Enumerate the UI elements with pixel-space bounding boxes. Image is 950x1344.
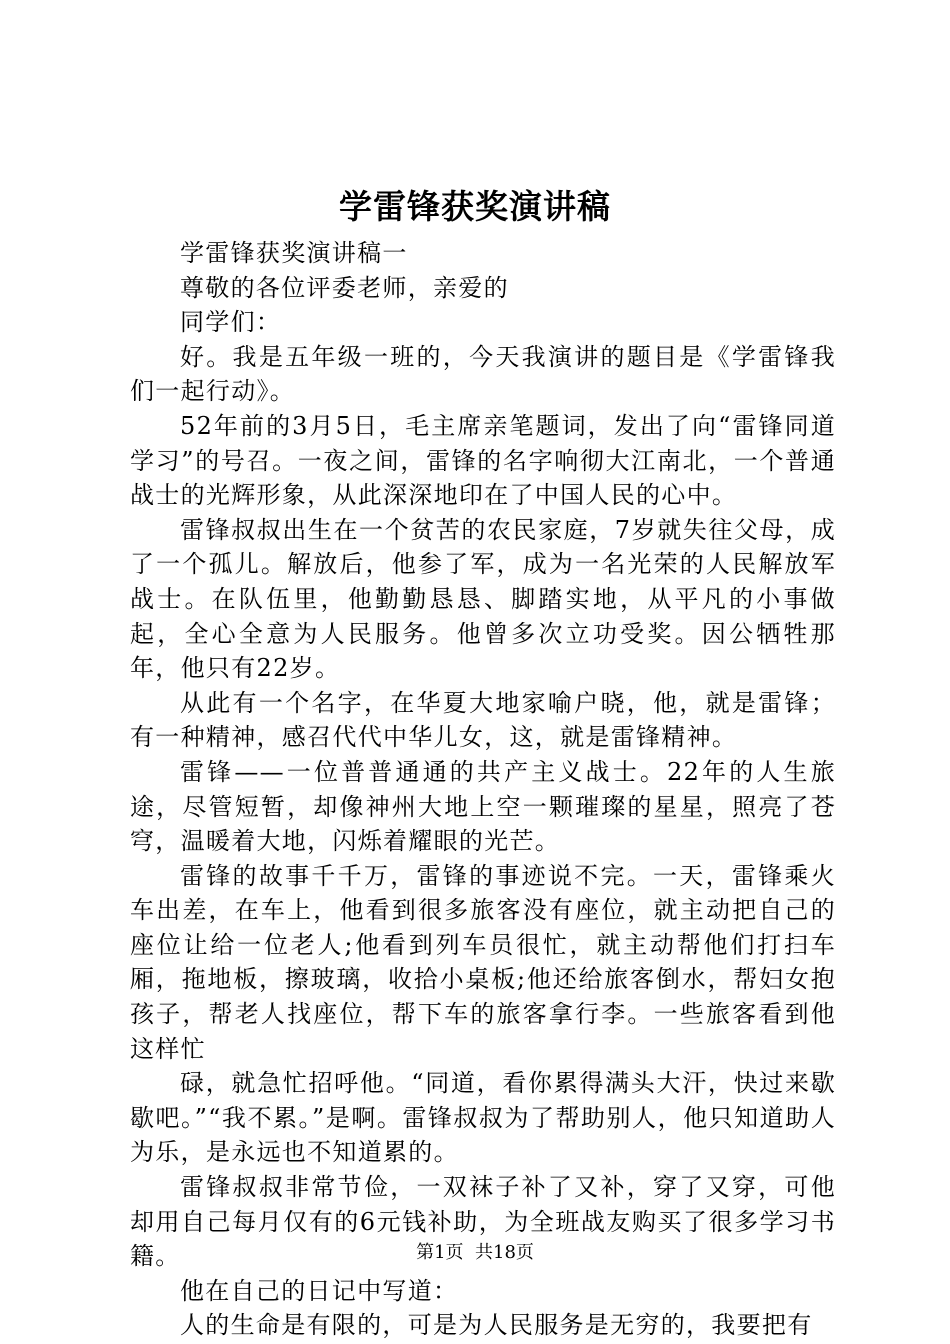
paragraph: 雷锋——一位普普通通的共产主义战士。22年的人生旅途，尽管短暂，却像神州大地上空一颗璀璨的星星，照亮了苍穹，温暖着大地，闪烁着耀眼的光芒。 [130,757,836,856]
paragraph: 雷锋的故事千千万，雷锋的事迹说不完。一天，雷锋乘火车出差，在车上，他看到很多旅客没有座位，就主动把自己的座位让给一位老人;他看到列车员很忙，就主动帮他们打扫车厢，拖地板，擦玻璃，收拾小桌板;他还给旅客倒水，帮妇女抱孩子，帮老人找座位，帮下车的旅客拿行李。一些旅客看到他这样忙 [130,861,836,1063]
paragraph: 人的生命是有限的，可是为人民服务是无穷的，我要把有 [180,1311,813,1340]
paragraph: 好。我是五年级一班的，今天我演讲的题目是《学雷锋我们一起行动》。 [130,342,836,406]
page-number: 第1页 [416,1242,464,1263]
paragraph: 52年前的3月5日，毛主席亲笔题词，发出了向“雷锋同道学习”的号召。一夜之间，雷锋的名字响彻大江南北，一个普通战士的光辉形象，从此深深地印在了中国人民的心中。 [130,411,836,510]
document-title: 学雷锋获奖演讲稿 [339,187,611,226]
paragraph-salutation-cont: 同学们： [180,308,282,337]
page-footer [0,1240,950,1266]
paragraph-subtitle: 学雷锋获奖演讲稿一 [180,239,408,267]
paragraph: 碌，就急忙招呼他。“同道，看你累得满头大汗，快过来歇歇吧。”“我不累。”是啊。雷锋叔叔为了帮助别人，他只知道助人为乐，是永远也不知道累的。 [130,1069,836,1167]
paragraph: 他在自己的日记中写道： [180,1276,459,1305]
paragraph-salutation: 尊敬的各位评委老师，亲爱的 [180,273,509,302]
document-body [130,236,836,1343]
paragraph: 雷锋叔叔非常节俭，一双袜子补了又补，穿了又穿，可他却用自己每月仅有的6元钱补助，为全班战友购买了很多学习书籍。 [130,1173,836,1271]
paragraph: 雷锋叔叔出生在一个贫苦的农民家庭，7岁就失往父母，成了一个孤儿。解放后，他参了军，成为一名光荣的人民解放军战士。在队伍里，他勤勤恳恳、脚踏实地，从平凡的小事做起，全心全意为人民服务。他曾多次立功受奖。因公牺牲那年，他只有22岁。 [130,515,836,683]
total-pages: 共18页 [475,1242,534,1263]
paragraph: 从此有一个名字，在华夏大地家喻户晓，他，就是雷锋；有一种精神，感召代代中华儿女，这，就是雷锋精神。 [130,688,836,752]
